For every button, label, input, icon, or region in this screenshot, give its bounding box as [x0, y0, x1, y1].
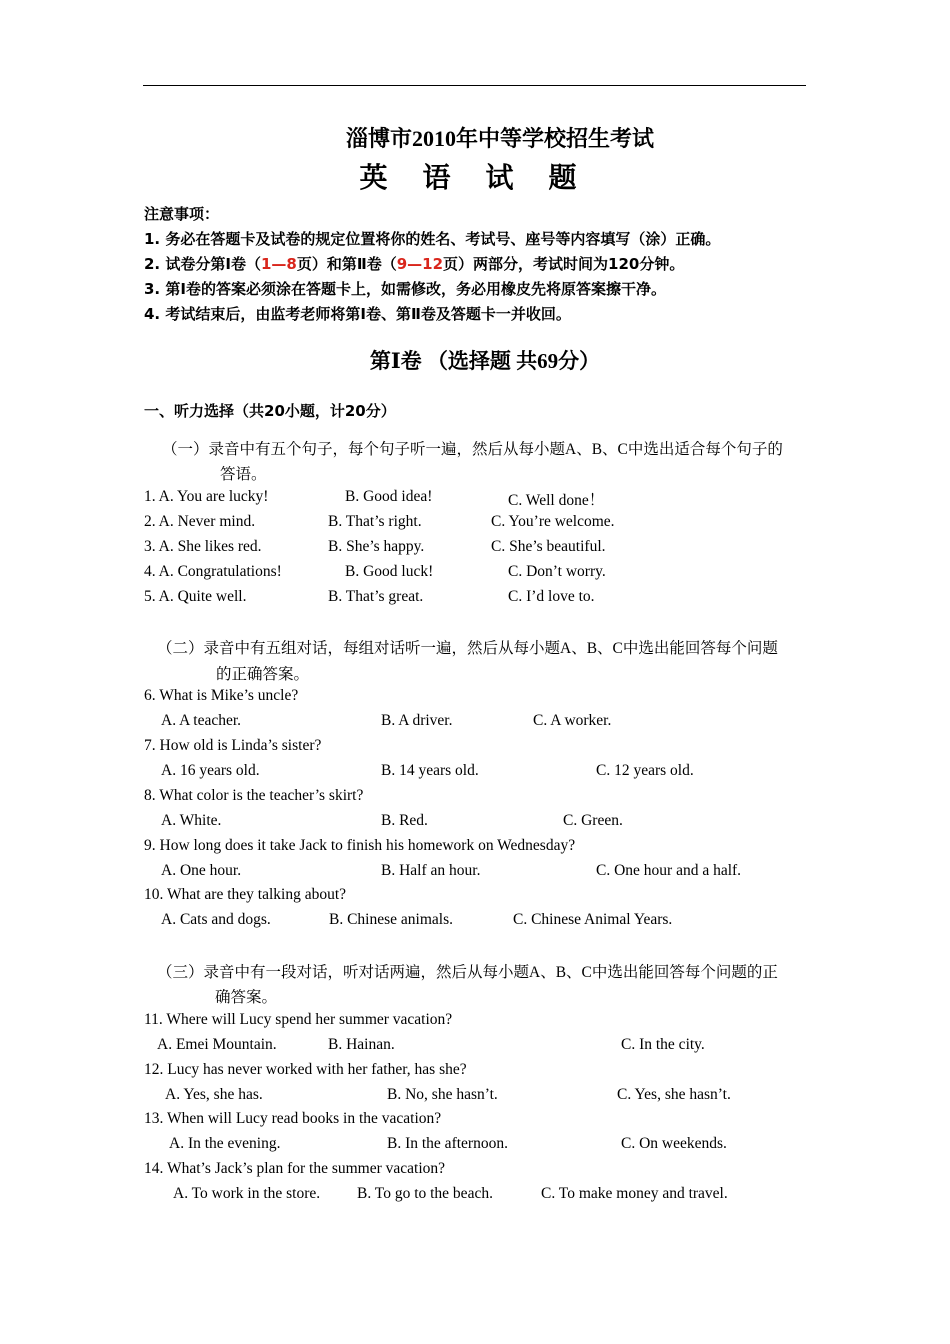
q10-question: 10. What are they talking about?	[144, 886, 347, 903]
exam-title: 淄博市2010年中等学校招生考试	[345, 126, 654, 151]
sub3-instruction-line1: （三）录音中有一段对话，听对话两遍，然后从每小题A、B、C中选出能回答每个问题的正	[157, 964, 778, 981]
q3-option-a: 3. A. She likes red.	[144, 538, 262, 555]
q11-option-a: A. Emei Mountain.	[157, 1036, 277, 1053]
q8-option-b: B. Red.	[381, 812, 428, 829]
q14-option-a: A. To work in the store.	[173, 1185, 321, 1202]
q2-option-c: C. You’re welcome.	[491, 513, 615, 530]
notice-item-3: 3. 第Ⅰ卷的答案必须涂在答题卡上，如需修改，务必用橡皮先将原答案擦干净。	[144, 280, 666, 298]
q5-option-b: B. That’s great.	[328, 588, 424, 605]
q2-option-a: 2. A. Never mind.	[144, 513, 256, 530]
q9-option-c: C. One hour and a half.	[596, 862, 742, 879]
q12-option-a: A. Yes, she has.	[165, 1086, 263, 1103]
q12-option-b: B. No, she hasn’t.	[387, 1086, 498, 1103]
q8-question: 8. What color is the teacher’s skirt?	[144, 787, 364, 804]
q13-option-c: C. On weekends.	[621, 1135, 727, 1152]
sub2-instruction-line1: （二）录音中有五组对话，每组对话听一遍，然后从每小题A、B、C中选出能回答每个问题	[157, 640, 778, 657]
q13-question: 13. When will Lucy read books in the vacation?	[144, 1110, 442, 1127]
q12-option-c: C. Yes, she hasn’t.	[617, 1086, 731, 1103]
q11-option-b: B. Hainan.	[328, 1036, 395, 1053]
q5-option-a: 5. A. Quite well.	[144, 588, 247, 605]
q1-option-b: B. Good idea!	[345, 488, 433, 505]
q13-option-b: B. In the afternoon.	[387, 1135, 508, 1152]
q9-option-b: B. Half an hour.	[381, 862, 481, 879]
q9-option-a: A. One hour.	[161, 862, 242, 879]
notice-item-2: 2. 试卷分第Ⅰ卷（1—8页）和第Ⅱ卷（9—12页）两部分，考试时间为120分钟。	[144, 255, 685, 273]
q14-question: 14. What’s Jack’s plan for the summer vacation?	[144, 1160, 446, 1177]
q7-option-a: A. 16 years old.	[161, 762, 260, 779]
notice-heading: 注意事项：	[144, 205, 220, 223]
sub1-instruction-line1: （一）录音中有五个句子，每个句子听一遍，然后从每小题A、B、C中选出适合每个句子的	[162, 441, 783, 458]
q13-option-a: A. In the evening.	[169, 1135, 281, 1152]
q6-option-c: C. A worker.	[533, 712, 612, 729]
exam-subtitle: 英 语 试 题	[359, 163, 591, 194]
q11-option-c: C. In the city.	[621, 1036, 705, 1053]
notice-item-1: 1. 务必在答题卡及试卷的规定位置将你的姓名、考试号、座号等内容填写（涂）正确。	[144, 230, 721, 248]
q8-option-a: A. White.	[161, 812, 222, 829]
q6-question: 6. What is Mike’s uncle?	[144, 687, 299, 704]
q10-option-b: B. Chinese animals.	[329, 911, 453, 928]
notice-item-4: 4. 考试结束后，由监考老师将第Ⅰ卷、第Ⅱ卷及答题卡一并收回。	[144, 305, 571, 323]
section1-title: 一、听力选择（共20小题，计20分）	[144, 402, 396, 420]
q4-option-c: C. Don’t worry.	[508, 563, 606, 580]
q3-option-b: B. She’s happy.	[328, 538, 425, 555]
sub1-instruction-line2: 答语。	[220, 466, 267, 483]
sub3-instruction-line2: 确答案。	[215, 989, 278, 1006]
q3-option-c: C. She’s beautiful.	[491, 538, 606, 555]
q7-option-b: B. 14 years old.	[381, 762, 479, 779]
page-range-1: 1—8	[260, 255, 297, 273]
q2-option-b: B. That’s right.	[328, 513, 422, 530]
q1-option-a: 1. A. You are lucky!	[144, 488, 269, 505]
q8-option-c: C. Green.	[563, 812, 623, 829]
q14-option-b: B. To go to the beach.	[357, 1185, 493, 1202]
sub2-instruction-line2: 的正确答案。	[216, 666, 310, 683]
q10-option-a: A. Cats and dogs.	[161, 911, 271, 928]
q11-question: 11. Where will Lucy spend her summer vacation?	[144, 1011, 453, 1028]
part1-title: 第Ⅰ卷 （选择题 共69分）	[369, 349, 601, 373]
q10-option-c: C. Chinese Animal Years.	[513, 911, 673, 928]
q6-option-a: A. A teacher.	[161, 712, 242, 729]
q5-option-c: C. I’d love to.	[508, 588, 595, 605]
page-range-2: 9—12	[396, 255, 444, 273]
q14-option-c: C. To make money and travel.	[541, 1185, 728, 1202]
q9-question: 9. How long does it take Jack to finish his homework on Wednesday?	[144, 837, 576, 854]
q7-option-c: C. 12 years old.	[596, 762, 694, 779]
q6-option-b: B. A driver.	[381, 712, 453, 729]
q1-option-c: C. Well done！	[508, 492, 605, 509]
q7-question: 7. How old is Linda’s sister?	[144, 737, 322, 754]
top-rule	[143, 85, 806, 86]
q4-option-a: 4. A. Congratulations!	[144, 563, 282, 580]
q12-question: 12. Lucy has never worked with her father, has she?	[144, 1061, 467, 1078]
q4-option-b: B. Good luck!	[345, 563, 434, 580]
